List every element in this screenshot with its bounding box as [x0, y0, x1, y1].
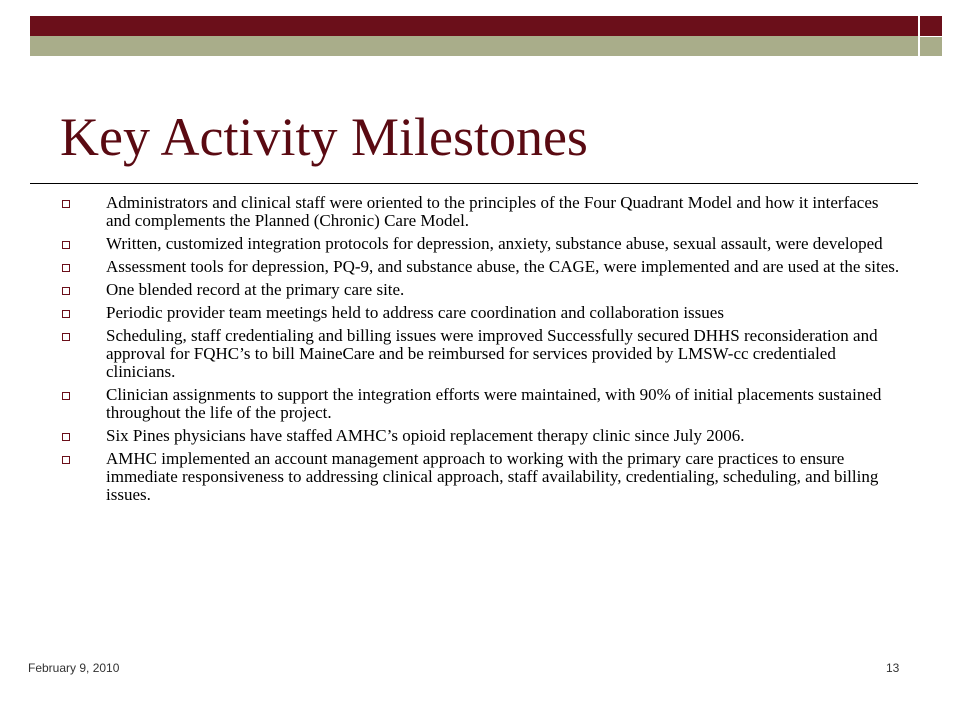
bullet-text: Assessment tools for depression, PQ-9, and substance abuse, the CAGE, were implemented and are used at the sites. — [106, 257, 900, 276]
title-divider — [30, 183, 918, 184]
bullet-text: Scheduling, staff credentialing and billing issues were improved Successfully secured DHHS reconsideration and approval for FQHC’s to bill MaineCare and be reimbursed for services provided by LMSW-cc credentialed clinicians. — [106, 326, 878, 381]
bullet-item — [60, 427, 902, 445]
bullet-item — [60, 304, 902, 322]
bullet-text: Periodic provider team meetings held to address care coordination and collaboration issues — [106, 303, 724, 322]
slide-title: Key Activity Milestones — [60, 107, 588, 167]
bullet-item — [60, 235, 902, 253]
hollow-square-icon — [62, 264, 70, 272]
bullet-item — [60, 258, 902, 276]
hollow-square-icon — [62, 287, 70, 295]
bullet-text: One blended record at the primary care site. — [106, 280, 405, 299]
bullet-text: Clinician assignments to support the integration efforts were maintained, with 90% of initial placements sustained throughout the life of the project. — [106, 385, 882, 422]
header-corner-square-olive — [920, 37, 942, 56]
bullet-text: Six Pines physicians have staffed AMHC’s opioid replacement therapy clinic since July 2006. — [106, 426, 745, 445]
footer-date: February 9, 2010 — [28, 661, 120, 675]
hollow-square-icon — [62, 200, 70, 208]
header-band-bottom — [30, 36, 918, 56]
bullet-text: Written, customized integration protocols for depression, anxiety, substance abuse, sexual assault, were developed — [106, 234, 883, 253]
bullet-item — [60, 327, 902, 381]
hollow-square-icon — [62, 456, 70, 464]
footer-page-number: 13 — [886, 661, 900, 675]
hollow-square-icon — [62, 392, 70, 400]
hollow-square-icon — [62, 333, 70, 341]
bullet-text: AMHC implemented an account management approach to working with the primary care practices to ensure immediate responsiveness to addressing clinical approach, staff availability, credentialing, scheduling, and billing issues. — [106, 449, 879, 504]
header-corner-square-red — [920, 16, 942, 36]
bullet-item — [60, 194, 902, 230]
bullet-text: Administrators and clinical staff were oriented to the principles of the Four Quadrant Model and how it interfaces and complements the Planned (Chronic) Care Model. — [106, 193, 879, 230]
hollow-square-icon — [62, 433, 70, 441]
bullet-list — [60, 194, 902, 509]
bullet-item — [60, 450, 902, 504]
bullet-item — [60, 281, 902, 299]
hollow-square-icon — [62, 241, 70, 249]
hollow-square-icon — [62, 310, 70, 318]
header-band-top — [30, 16, 918, 36]
bullet-item — [60, 386, 902, 422]
